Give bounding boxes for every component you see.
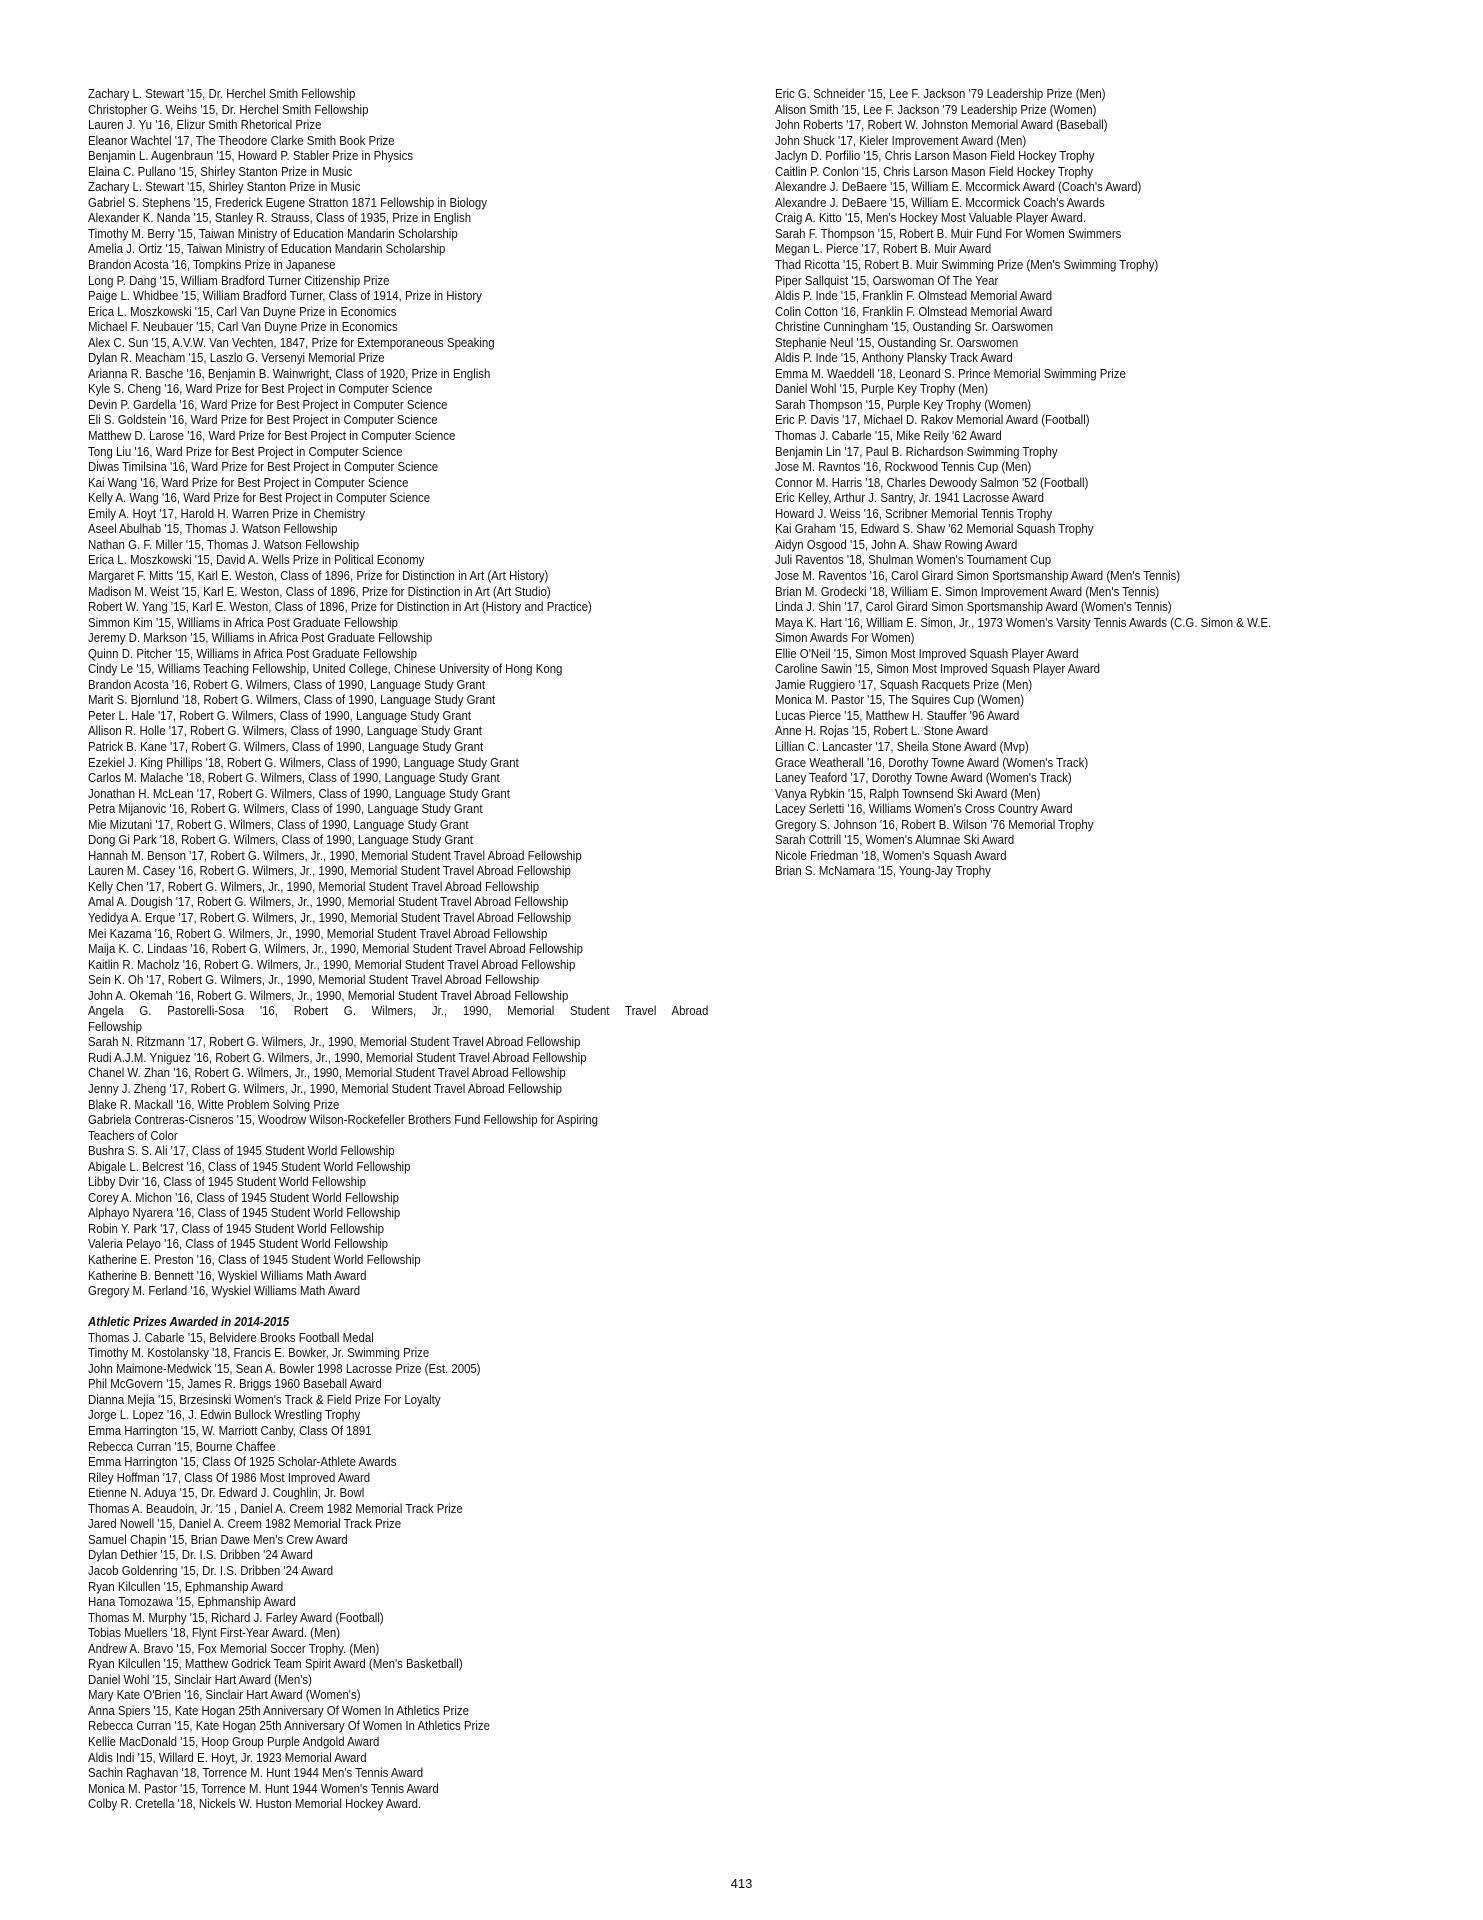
list-item: Colin Cotton '16, Franklin F. Olmstead Memorial Award [775, 303, 1053, 319]
list-item: Peter L. Hale '17, Robert G. Wilmers, Class of 1990, Language Study Grant [88, 707, 472, 723]
list-item: Riley Hoffman '17, Class Of 1986 Most Improved Award [88, 1469, 371, 1485]
list-item: Kelly Chen '17, Robert G. Wilmers, Jr., 1990, Memorial Student Travel Abroad Fellowship [88, 878, 540, 894]
list-item: Kelly A. Wang '16, Ward Prize for Best Project in Computer Science [88, 490, 431, 506]
list-item: Brandon Acosta '16, Tompkins Prize in Japanese [88, 257, 336, 273]
list-item: Anne H. Rojas '15, Robert L. Stone Award [775, 723, 989, 739]
list-item: Aseel Abulhab '15, Thomas J. Watson Fellowship [88, 521, 338, 537]
list-item: Gabriela Contreras-Cisneros '15, Woodrow Wilson-Rockefeller Brothers Fund Fellowship for Aspiring [88, 1112, 598, 1128]
list-item: Sarah Cottrill '15, Women's Alumnae Ski Award [775, 832, 1015, 848]
list-item: Maija K. C. Lindaas '16, Robert G. Wilmers, Jr., 1990, Memorial Student Travel Abroad Fellowship [88, 941, 583, 957]
list-item: Maya K. Hart '16, William E. Simon, Jr., 1973 Women's Varsity Tennis Awards (C.G. Simon & W.E. [775, 614, 1272, 630]
list-item: Benjamin L. Augenbraun '15, Howard P. Stabler Prize in Physics [88, 148, 414, 164]
list-item: Aidyn Osgood '15, John A. Shaw Rowing Award [775, 536, 1018, 552]
list-item: Brian M. Grodecki '18, William E. Simon Improvement Award (Men's Tennis) [775, 583, 1160, 599]
list-item: Angela G. Pastorelli-Sosa '16, Robert G. Wilmers, Jr., 1990, Memorial Student Travel Abroad [88, 1003, 709, 1019]
list-item: Lauren J. Yu '16, Elizur Smith Rhetorical Prize [88, 117, 322, 133]
list-item: Gabriel S. Stephens '15, Frederick Eugene Stratton 1871 Fellowship in Biology [88, 194, 488, 210]
list-item: Mei Kazama '16, Robert G. Wilmers, Jr., 1990, Memorial Student Travel Abroad Fellowship [88, 925, 548, 941]
list-item: Nicole Friedman '18, Women's Squash Award [775, 847, 1007, 863]
list-item: Emma M. Waeddell '18, Leonard S. Prince Memorial Swimming Prize [775, 365, 1126, 381]
section-gap [88, 1299, 708, 1315]
list-item: Jared Nowell '15, Daniel A. Creem 1982 Memorial Track Prize [88, 1516, 402, 1532]
list-item: John Maimone-Medwick '15, Sean A. Bowler 1998 Lacrosse Prize (Est. 2005) [88, 1360, 481, 1376]
list-item: Cindy Le '15, Williams Teaching Fellowship, United College, Chinese University of Hong Kong [88, 661, 563, 677]
list-item: Erica L. Moszkowski '15, Carl Van Duyne Prize in Economics [88, 303, 397, 319]
list-item: Amelia J. Ortiz '15, Taiwan Ministry of Education Mandarin Scholarship [88, 241, 446, 257]
list-item: Gregory M. Ferland '16, Wyskiel Williams Math Award [88, 1283, 361, 1299]
list-item: Kyle S. Cheng '16, Ward Prize for Best Project in Computer Science [88, 381, 433, 397]
list-item: Madison M. Weist '15, Karl E. Weston, Class of 1896, Prize for Distinction in Art (Art Studio) [88, 583, 551, 599]
list-item: Katherine B. Bennett '16, Wyskiel Williams Math Award [88, 1267, 367, 1283]
list-item: Ryan Kilcullen '15, Matthew Godrick Team Spirit Award (Men's Basketball) [88, 1656, 463, 1672]
athletic-prize-list-continued [775, 86, 1435, 879]
section-heading: Athletic Prizes Awarded in 2014-2015 [88, 1314, 290, 1330]
list-item: Gregory S. Johnson '16, Robert B. Wilson '76 Memorial Trophy [775, 816, 1094, 832]
list-item: Phil McGovern '15, James R. Briggs 1960 Baseball Award [88, 1376, 382, 1392]
list-item: John Shuck '17, Kieler Improvement Award (Men) [775, 132, 1027, 148]
list-item: Zachary L. Stewart '15, Shirley Stanton Prize in Music [88, 179, 361, 195]
list-item: Zachary L. Stewart '15, Dr. Herchel Smith Fellowship [88, 86, 356, 101]
list-item: Amal A. Dougish '17, Robert G. Wilmers, Jr., 1990, Memorial Student Travel Abroad Fellowship [88, 894, 569, 910]
list-item: Jamie Ruggiero '17, Squash Racquets Prize (Men) [775, 676, 1033, 692]
left-column [88, 86, 708, 1812]
list-item: Diwas Timilsina '16, Ward Prize for Best Project in Computer Science [88, 459, 439, 475]
list-item: Elaina C. Pullano '15, Shirley Stanton Prize in Music [88, 163, 353, 179]
list-item: Eric G. Schneider '15, Lee F. Jackson '79 Leadership Prize (Men) [775, 86, 1106, 101]
list-item: Aldis Indi '15, Willard E. Hoyt, Jr. 1923 Memorial Award [88, 1749, 367, 1765]
list-item: Alison Smith '15, Lee F. Jackson '79 Leadership Prize (Women) [775, 101, 1097, 117]
list-item: Simmon Kim '15, Williams in Africa Post Graduate Fellowship [88, 614, 398, 630]
list-item: Kaitlin R. Macholz '16, Robert G. Wilmers, Jr., 1990, Memorial Student Travel Abroad Fellowship [88, 956, 576, 972]
list-item: Jacob Goldenring '15, Dr. I.S. Dribben '24 Award [88, 1562, 334, 1578]
list-item: Ryan Kilcullen '15, Ephmanship Award [88, 1578, 284, 1594]
list-item: Fellowship [88, 1018, 143, 1034]
list-item: Eric P. Davis '17, Michael D. Rakov Memorial Award (Football) [775, 412, 1090, 428]
list-item: Mary Kate O'Brien '16, Sinclair Hart Award (Women's) [88, 1687, 361, 1703]
list-item: Paige L. Whidbee '15, William Bradford Turner, Class of 1914, Prize in History [88, 288, 482, 304]
list-item: John Roberts '17, Robert W. Johnston Memorial Award (Baseball) [775, 117, 1108, 133]
list-item: Kai Wang '16, Ward Prize for Best Project in Computer Science [88, 474, 409, 490]
list-item: Sarah N. Ritzmann '17, Robert G. Wilmers, Jr., 1990, Memorial Student Travel Abroad Fellowship [88, 1034, 581, 1050]
list-item: Tobias Muellers '18, Flynt First-Year Award. (Men) [88, 1625, 341, 1641]
list-item: Daniel Wohl '15, Sinclair Hart Award (Men's) [88, 1671, 312, 1687]
list-item: Alexander K. Nanda '15, Stanley R. Strauss, Class of 1935, Prize in English [88, 210, 472, 226]
list-item: Piper Sallquist '15, Oarswoman Of The Year [775, 272, 999, 288]
list-item: Timothy M. Berry '15, Taiwan Ministry of Education Mandarin Scholarship [88, 225, 458, 241]
list-item: Eric Kelley, Arthur J. Santry, Jr. 1941 Lacrosse Award [775, 490, 1044, 506]
list-item: Sarah F. Thompson '15, Robert B. Muir Fund For Women Swimmers [775, 225, 1122, 241]
list-item: Dylan Dethier '15, Dr. I.S. Dribben '24 Award [88, 1547, 313, 1563]
list-item: Christine Cunningham '15, Oustanding Sr. Oarswomen [775, 319, 1054, 335]
fellowship-list [88, 86, 708, 1003]
list-item: Lauren M. Casey '16, Robert G. Wilmers, Jr., 1990, Memorial Student Travel Abroad Fellowship [88, 863, 571, 879]
list-item: Nathan G. F. Miller '15, Thomas J. Watson Fellowship [88, 536, 360, 552]
list-item: Kai Graham '15, Edward S. Shaw '62 Memorial Squash Trophy [775, 521, 1094, 537]
list-item: Ellie O'Neil '15, Simon Most Improved Squash Player Award [775, 645, 1079, 661]
list-item: Colby R. Cretella '18, Nickels W. Huston Memorial Hockey Award. [88, 1796, 422, 1812]
list-item: Monica M. Pastor '15, Torrence M. Hunt 1944 Women's Tennis Award [88, 1780, 439, 1796]
list-item: Lucas Pierce '15, Matthew H. Stauffer '96 Award [775, 707, 1020, 723]
fellowship-list-continued [88, 1019, 708, 1299]
list-item: Rudi A.J.M. Yniguez '16, Robert G. Wilmers, Jr., 1990, Memorial Student Travel Abroad Fellowship [88, 1049, 587, 1065]
list-item: Thomas J. Cabarle '15, Belvidere Brooks Football Medal [88, 1329, 374, 1345]
list-item: Juli Raventos '18, Shulman Women's Tournament Cup [775, 552, 1052, 568]
list-item: Quinn D. Pitcher '15, Williams in Africa Post Graduate Fellowship [88, 645, 417, 661]
list-item: Alexandre J. DeBaere '15, William E. Mccormick Award (Coach's Award) [775, 179, 1142, 195]
list-item: Dianna Mejia '15, Brzesinski Women's Track & Field Prize For Loyalty [88, 1391, 441, 1407]
list-item: Dong Gi Park '18, Robert G. Wilmers, Class of 1990, Language Study Grant [88, 832, 473, 848]
list-item: Yedidya A. Erque '17, Robert G. Wilmers, Jr., 1990, Memorial Student Travel Abroad Fellowship [88, 909, 572, 925]
list-item: Abigale L. Belcrest '16, Class of 1945 Student World Fellowship [88, 1158, 411, 1174]
list-item: Brian S. McNamara '15, Young-Jay Trophy [775, 863, 991, 879]
list-item: Brandon Acosta '16, Robert G. Wilmers, Class of 1990, Language Study Grant [88, 676, 486, 692]
list-item: Megan L. Pierce '17, Robert B. Muir Award [775, 241, 992, 257]
list-item: Jose M. Raventos '16, Carol Girard Simon Sportsmanship Award (Men's Tennis) [775, 567, 1181, 583]
list-item: Chanel W. Zhan '16, Robert G. Wilmers, Jr., 1990, Memorial Student Travel Abroad Fellowship [88, 1065, 566, 1081]
list-item: Thomas J. Cabarle '15, Mike Reily '62 Award [775, 428, 1002, 444]
list-item: Timothy M. Kostolansky '18, Francis E. Bowker, Jr. Swimming Prize [88, 1345, 430, 1361]
list-item: Bushra S. S. Ali '17, Class of 1945 Student World Fellowship [88, 1143, 395, 1159]
list-item: Jeremy D. Markson '15, Williams in Africa Post Graduate Fellowship [88, 630, 433, 646]
list-item: Devin P. Gardella '16, Ward Prize for Best Project in Computer Science [88, 396, 448, 412]
list-item: Alex C. Sun '15, A.V.W. Van Vechten, 1847, Prize for Extemporaneous Speaking [88, 334, 495, 350]
list-item: John A. Okemah '16, Robert G. Wilmers, Jr., 1990, Memorial Student Travel Abroad Fellowship [88, 987, 569, 1003]
list-item: Arianna R. Basche '16, Benjamin B. Wainwright, Class of 1920, Prize in English [88, 365, 491, 381]
list-item: Mie Mizutani '17, Robert G. Wilmers, Class of 1990, Language Study Grant [88, 816, 469, 832]
page-number: 413 [730, 1876, 753, 1891]
list-item: Lacey Serletti '16, Williams Women's Cross Country Award [775, 801, 1073, 817]
list-item: Alphayo Nyarera '16, Class of 1945 Student World Fellowship [88, 1205, 401, 1221]
list-item: Christopher G. Weihs '15, Dr. Herchel Smith Fellowship [88, 101, 369, 117]
list-item: Vanya Rybkin '15, Ralph Townsend Ski Award (Men) [775, 785, 1041, 801]
list-item: Emily A. Hoyt '17, Harold H. Warren Prize in Chemistry [88, 505, 366, 521]
list-item: Robin Y. Park '17, Class of 1945 Student World Fellowship [88, 1220, 384, 1236]
list-item: Aldis P. Inde '15, Anthony Plansky Track Award [775, 350, 1013, 366]
list-item: Eli S. Goldstein '16, Ward Prize for Best Project in Computer Science [88, 412, 438, 428]
list-item: Allison R. Holle '17, Robert G. Wilmers, Class of 1990, Language Study Grant [88, 723, 482, 739]
list-item: Laney Teaford '17, Dorothy Towne Award (Women's Track) [775, 770, 1072, 786]
list-item: Erica L. Moszkowski '15, David A. Wells Prize in Political Economy [88, 552, 425, 568]
list-item: Dylan R. Meacham '15, Laszlo G. Versenyi Memorial Prize [88, 350, 385, 366]
list-item: Jose M. Ravntos '16, Rockwood Tennis Cup (Men) [775, 459, 1032, 475]
list-item: Hana Tomozawa '15, Ephmanship Award [88, 1594, 296, 1610]
list-item: Benjamin Lin '17, Paul B. Richardson Swimming Trophy [775, 443, 1058, 459]
list-item: Jorge L. Lopez '16, J. Edwin Bullock Wrestling Trophy [88, 1407, 361, 1423]
list-item: Emma Harrington '15, W. Marriott Canby, Class Of 1891 [88, 1423, 372, 1439]
list-item: Linda J. Shin '17, Carol Girard Simon Sportsmanship Award (Women's Tennis) [775, 599, 1172, 615]
list-item: Corey A. Michon '16, Class of 1945 Student World Fellowship [88, 1189, 400, 1205]
list-item: Etienne N. Aduya '15, Dr. Edward J. Coughlin, Jr. Bowl [88, 1485, 365, 1501]
list-item: Katherine E. Preston '16, Class of 1945 Student World Fellowship [88, 1252, 421, 1268]
list-item: Jaclyn D. Porfilio '15, Chris Larson Mason Field Hockey Trophy [775, 148, 1095, 164]
athletic-prize-list [88, 1330, 708, 1812]
list-item: Alexandre J. DeBaere '15, William E. Mccormick Coach's Awards [775, 194, 1105, 210]
list-item: Blake R. Mackall '16, Witte Problem Solving Prize [88, 1096, 340, 1112]
list-item: Connor M. Harris '18, Charles Dewoody Salmon '52 (Football) [775, 474, 1089, 490]
list-item: Marit S. Bjornlund '18, Robert G. Wilmers, Class of 1990, Language Study Grant [88, 692, 496, 708]
list-item: Sarah Thompson '15, Purple Key Trophy (Women) [775, 396, 1032, 412]
list-item: Hannah M. Benson '17, Robert G. Wilmers, Jr., 1990, Memorial Student Travel Abroad Fellowship [88, 847, 582, 863]
list-item: Michael F. Neubauer '15, Carl Van Duyne Prize in Economics [88, 319, 398, 335]
list-item: Daniel Wohl '15, Purple Key Trophy (Men) [775, 381, 989, 397]
list-item: Valeria Pelayo '16, Class of 1945 Student World Fellowship [88, 1236, 389, 1252]
list-item: Sachin Raghavan '18, Torrence M. Hunt 1944 Men's Tennis Award [88, 1765, 424, 1781]
list-item: Carlos M. Malache '18, Robert G. Wilmers, Class of 1990, Language Study Grant [88, 770, 500, 786]
list-item: Petra Mijanovic '16, Robert G. Wilmers, Class of 1990, Language Study Grant [88, 801, 483, 817]
list-item: Thad Ricotta '15, Robert B. Muir Swimming Prize (Men's Swimming Trophy) [775, 257, 1159, 273]
list-item: Ezekiel J. King Phillips '18, Robert G. Wilmers, Class of 1990, Language Study Grant [88, 754, 519, 770]
list-item: Grace Weatherall '16, Dorothy Towne Award (Women's Track) [775, 754, 1089, 770]
list-item: Caitlin P. Conlon '15, Chris Larson Mason Field Hockey Trophy [775, 163, 1093, 179]
list-item: Monica M. Pastor '15, The Squires Cup (Women) [775, 692, 1025, 708]
list-item: Eleanor Wachtel '17, The Theodore Clarke Smith Book Prize [88, 132, 395, 148]
list-item: Matthew D. Larose '16, Ward Prize for Best Project in Computer Science [88, 428, 456, 444]
list-item: Craig A. Kitto '15, Men's Hockey Most Valuable Player Award. [775, 210, 1087, 226]
list-item: Caroline Sawin '15, Simon Most Improved Squash Player Award [775, 661, 1101, 677]
list-item: Teachers of Color [88, 1127, 178, 1143]
list-item: Thomas M. Murphy '15, Richard J. Farley Award (Football) [88, 1609, 384, 1625]
list-item: Rebecca Curran '15, Bourne Chaffee [88, 1438, 276, 1454]
list-item: Samuel Chapin '15, Brian Dawe Men's Crew Award [88, 1531, 348, 1547]
list-item: Jonathan H. McLean '17, Robert G. Wilmers, Class of 1990, Language Study Grant [88, 785, 510, 801]
list-item: Tong Liu '16, Ward Prize for Best Project in Computer Science [88, 443, 403, 459]
list-item: Andrew A. Bravo '15, Fox Memorial Soccer Trophy. (Men) [88, 1640, 380, 1656]
list-item: Lillian C. Lancaster '17, Sheila Stone Award (Mvp) [775, 738, 1029, 754]
list-item: Simon Awards For Women) [775, 630, 915, 646]
list-item: Margaret F. Mitts '15, Karl E. Weston, Class of 1896, Prize for Distinction in Art (Art History) [88, 567, 549, 583]
list-item: Long P. Dang '15, William Bradford Turner Citizenship Prize [88, 272, 390, 288]
list-item: Aldis P. Inde '15, Franklin F. Olmstead Memorial Award [775, 288, 1053, 304]
list-item: Stephanie Neul '15, Oustanding Sr. Oarswomen [775, 334, 1019, 350]
list-item: Kellie MacDonald '15, Hoop Group Purple Andgold Award [88, 1733, 380, 1749]
list-item: Libby Dvir '16, Class of 1945 Student World Fellowship [88, 1174, 366, 1190]
list-item: Rebecca Curran '15, Kate Hogan 25th Anniversary Of Women In Athletics Prize [88, 1718, 490, 1734]
list-item: Robert W. Yang '15, Karl E. Weston, Class of 1896, Prize for Distinction in Art (History and Practice) [88, 599, 592, 615]
list-item: Patrick B. Kane '17, Robert G. Wilmers, Class of 1990, Language Study Grant [88, 738, 484, 754]
list-item: Howard J. Weiss '16, Scribner Memorial Tennis Trophy [775, 505, 1053, 521]
list-item: Anna Spiers '15, Kate Hogan 25th Anniversary Of Women In Athletics Prize [88, 1702, 469, 1718]
list-item: Jenny J. Zheng '17, Robert G. Wilmers, Jr., 1990, Memorial Student Travel Abroad Fellowship [88, 1081, 562, 1096]
list-item: Emma Harrington '15, Class Of 1925 Scholar-Athlete Awards [88, 1454, 397, 1470]
list-item: Sein K. Oh '17, Robert G. Wilmers, Jr., 1990, Memorial Student Travel Abroad Fellowship [88, 972, 540, 988]
right-column [775, 86, 1435, 879]
list-item: Thomas A. Beaudoin, Jr. '15 , Daniel A. Creem 1982 Memorial Track Prize [88, 1500, 463, 1516]
